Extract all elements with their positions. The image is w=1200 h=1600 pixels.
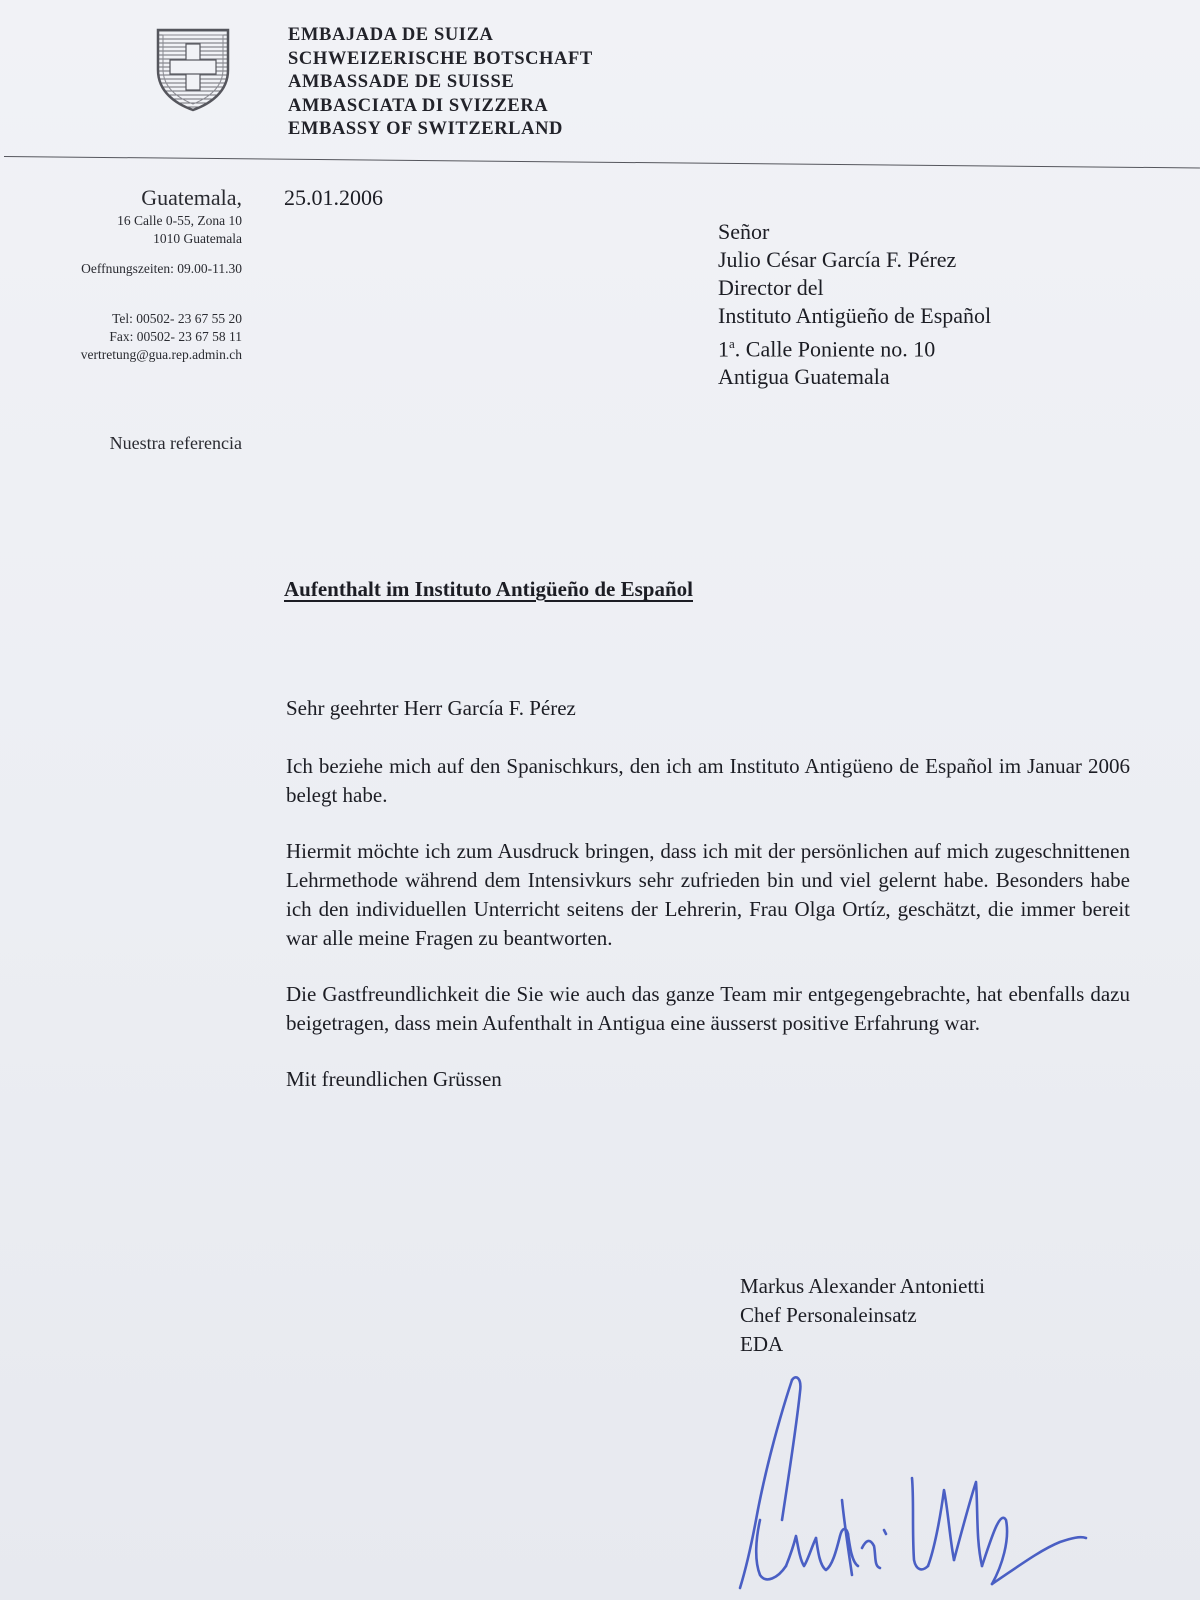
letter-closing: Mit freundlichen Grüssen (286, 1067, 502, 1091)
swiss-cross-shield-icon (156, 26, 230, 112)
recipient-institution: Instituto Antigüeño de Español (718, 303, 992, 328)
sender-email: vertretung@gua.rep.admin.ch (80, 347, 242, 362)
letterhead-line-italian: AMBASCIATA DI SVIZZERA (288, 95, 549, 116)
letter-subject: Aufenthalt im Instituto Antigüeño de Español (284, 577, 693, 601)
recipient-address (718, 218, 991, 391)
letterhead-line-french: AMBASSADE DE SUISSE (288, 72, 515, 92)
recipient-name: Julio César García F. Pérez (718, 247, 957, 272)
sender-fax: Fax: 00502- 23 67 58 11 (109, 329, 242, 344)
sender-city: Guatemala, (141, 185, 242, 210)
letter-salutation: Sehr geehrter Herr García F. Pérez (286, 696, 576, 720)
signatory-block (740, 1272, 985, 1359)
letterhead-line-spanish: EMBAJADA DE SUIZA (288, 25, 494, 45)
letterhead-line-german: SCHWEIZERISCHE BOTSCHAFT (288, 48, 593, 69)
sender-block (81, 184, 242, 454)
letter-date: 25.01.2006 (284, 185, 383, 210)
recipient-salutation: Señor (718, 219, 770, 244)
recipient-street (718, 330, 991, 363)
sender-address-line-2: 1010 Guatemala (153, 231, 242, 246)
body-paragraph: Hiermit möchte ich zum Ausdruck bringen, dass ich mit der persönlichen auf mich zugeschnittenen Lehrmethode während dem Intensivkurs sehr zufrieden bin und viel gelernt habe. Besonders habe ich den individuellen Unterricht seitens der Lehrerin, Frau Olga Ortíz, geschätzt, die immer bereit war alle meine Fragen zu beantworten. (286, 839, 1130, 950)
recipient-street-rest: . Calle Poniente no. 10 (734, 336, 936, 362)
sender-telephone: Tel: 00502- 23 67 55 20 (112, 311, 242, 326)
header-divider (4, 156, 1200, 168)
recipient-city: Antigua Guatemala (718, 364, 890, 390)
recipient-title: Director del (718, 275, 824, 300)
letterhead-line-english: EMBASSY OF SWITZERLAND (288, 119, 563, 139)
recipient-street-number: 1 (718, 336, 729, 362)
recipient-street-ordinal: a (729, 336, 735, 351)
body-paragraph: Die Gastfreundlichkeit die Sie wie auch das ganze Team mir entgegengebrachte, hat ebenfalls dazu beigetragen, dass mein Aufenthalt in Antigua eine äusserst positive Erfahrung war. (286, 982, 1130, 1035)
signatory-name: Markus Alexander Antonietti (740, 1274, 985, 1298)
signatory-position: Chef Personaleinsatz (740, 1303, 917, 1327)
letterhead (288, 24, 593, 142)
signatory-organization: EDA (740, 1332, 784, 1356)
letter-body (286, 694, 1130, 1121)
reference-label: Nuestra referencia (109, 433, 242, 453)
body-paragraph: Ich beziehe mich auf den Spanischkurs, den ich am Instituto Antigüeno de Español im Januar 2006 belegt habe. (286, 754, 1130, 807)
handwritten-signature (730, 1370, 1090, 1595)
opening-hours: Oeffnungszeiten: 09.00-11.30 (81, 261, 242, 276)
sender-address-line-1: 16 Calle 0-55, Zona 10 (117, 213, 242, 228)
